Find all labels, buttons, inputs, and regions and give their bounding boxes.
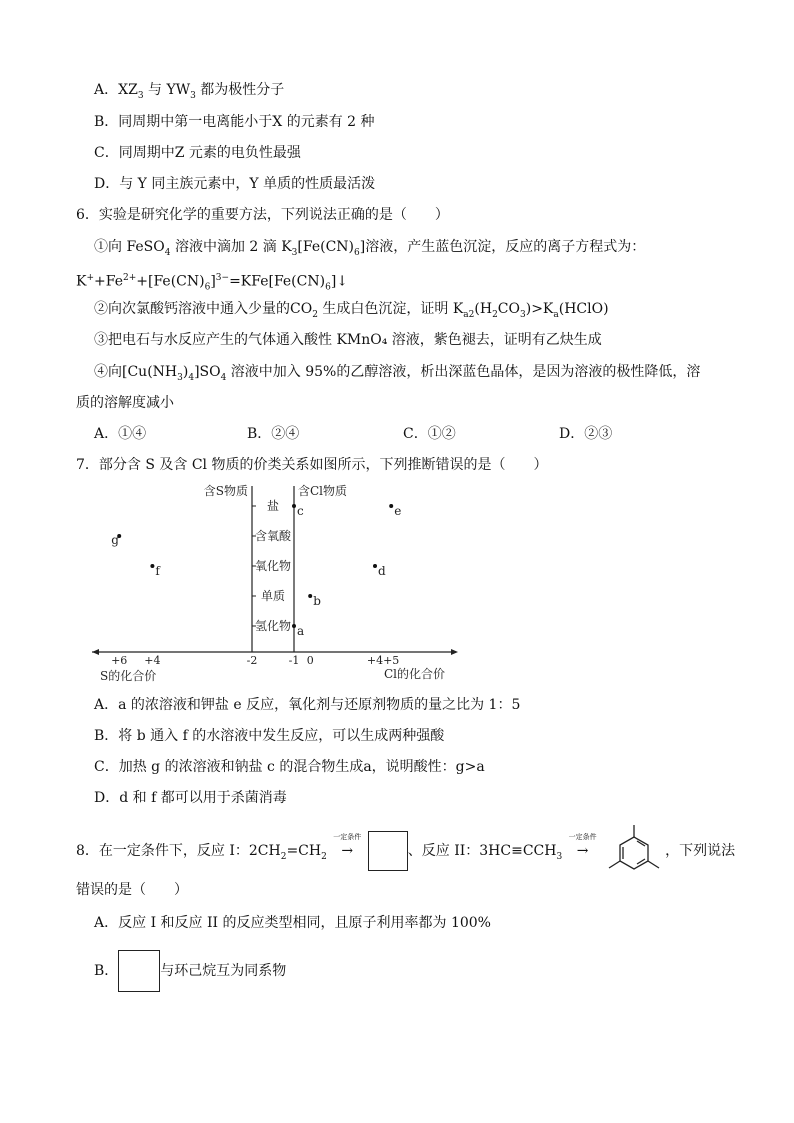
q5-option-a: A．$XZ_3$ 与 $YW_3$ 都为极性分子	[94, 82, 285, 101]
product-blank-box-2	[118, 950, 160, 992]
q7-option-b: B．将 b 通入 f 的水溶液中发生反应，可以生成两种强酸	[94, 728, 445, 744]
valence-tick-label: +6	[111, 654, 128, 667]
reaction-condition-2: 一定条件 →	[568, 833, 597, 859]
valence-tick-label: -2	[246, 654, 258, 667]
point-b	[308, 594, 312, 598]
q7-option-c: C．加热 g 的浓溶液和钠盐 c 的混合物生成a，说明酸性：g>a	[94, 759, 485, 775]
q5-option-d: D．与 Y 同主族元素中，Y 单质的性质最活泼	[94, 176, 376, 192]
q7-option-a: A．a 的浓溶液和钾盐 e 反应，氧化剂与还原剂物质的量之比为 1：5	[94, 697, 521, 713]
category-label: 含氧酸	[254, 529, 292, 543]
valence-tick-label: +4	[366, 654, 384, 667]
q8-stem-cont: 错误的是（ ）	[76, 882, 188, 898]
q6-statement-2: ②向次氯酸钙溶液中通入少量的$CO_2$ 生成白色沉淀，证明 $K_{a2}(H_2CO_3)>K_a(HClO)$	[94, 301, 609, 320]
category-label: 盐	[266, 499, 280, 513]
point-label-f: f	[155, 564, 160, 578]
q8-option-b: B． 与环己烷互为同系物	[94, 950, 286, 994]
category-label: 单质	[260, 589, 286, 603]
q7-option-d: D．d 和 f 都可以用于杀菌消毒	[94, 790, 287, 806]
valence-ticks	[111, 654, 399, 667]
point-a	[292, 624, 296, 628]
q6-option-c: C．①②	[403, 426, 456, 442]
q5-option-c: C．同周期中Z 元素的电负性最强	[94, 145, 301, 161]
category-label: 氢化物	[254, 619, 292, 633]
valence-tick-label: +4	[144, 654, 161, 667]
point-c	[292, 504, 296, 508]
valence-tick-label: 0	[306, 654, 314, 667]
point-d	[373, 564, 377, 568]
q8-option-a: A．反应 I 和反应 II 的反应类型相同，且原子利用率都为 100%	[94, 915, 491, 931]
valence-tick-label: +5	[383, 654, 400, 667]
point-e	[389, 504, 393, 508]
point-f	[150, 564, 154, 568]
reaction-condition-1: 一定条件 →	[333, 833, 362, 859]
q6-statement-4: ④向$[Cu(NH_3)_4]SO_4$ 溶液中加入 95%的乙醇溶液，析出深蓝色晶体，是因为溶液的极性降低，溶	[94, 364, 701, 383]
q6-statement-3: ③把电石与水反应产生的气体通入酸性 KMnO₄ 溶液，紫色褪去，证明有乙炔生成	[94, 332, 602, 348]
right-title: 含Cl物质	[298, 484, 348, 498]
point-label-a: a	[297, 624, 305, 638]
q6-statement-1: ①向 FeSO$_4$ 溶液中滴加 2 滴 $K_3[Fe(CN)_6]$溶液，产生蓝色沉淀，反应的离子方程式为：	[94, 239, 646, 258]
q5-option-b: B．同周期中第一电离能小于X 的元素有 2 种	[94, 114, 375, 130]
point-label-b: b	[313, 594, 321, 608]
valence-class-chart	[80, 476, 480, 688]
q6-equation: $K^++Fe^{2+}+[Fe(CN)_6]^{3-}=KFe[Fe(CN)_6]↓$	[76, 273, 349, 293]
q6-option-a: A．①④	[94, 426, 147, 442]
x-axis-arrow-left	[92, 649, 99, 655]
point-label-c: c	[297, 504, 304, 518]
point-label-g: g	[111, 533, 119, 547]
category-labels	[252, 498, 292, 633]
product-blank-box-1	[368, 831, 408, 871]
left-title: 含S物质	[203, 484, 248, 498]
point-label-e: e	[394, 504, 402, 518]
q7-stem: 7．部分含 S 及含 Cl 物质的价类关系如图所示，下列推断错误的是（ ）	[76, 457, 548, 473]
valence-tick-label: -1	[288, 654, 300, 667]
q6-statement-4-cont: 质的溶解度减小	[76, 395, 174, 411]
left-axis-label: S的化合价	[100, 669, 157, 683]
q8-stem: 8．在一定条件下，反应 I：$2CH_2=CH_2$ 一定条件 → 、反应 II：$3HC\equiv CCH_3$ 一定条件 → ，下列说法	[76, 823, 735, 869]
right-axis-label: Cl的化合价	[384, 667, 446, 681]
q6-option-b: B．②④	[247, 426, 300, 442]
mesitylene-structure-icon	[603, 823, 665, 879]
q6-option-d: D．②③	[559, 426, 613, 442]
x-axis-arrow-right	[451, 649, 458, 655]
q6-stem: 6．实验是研究化学的重要方法，下列说法正确的是（ ）	[76, 207, 449, 223]
category-label: 氧化物	[254, 559, 292, 573]
point-label-d: d	[378, 564, 386, 578]
q6-options	[94, 424, 694, 444]
